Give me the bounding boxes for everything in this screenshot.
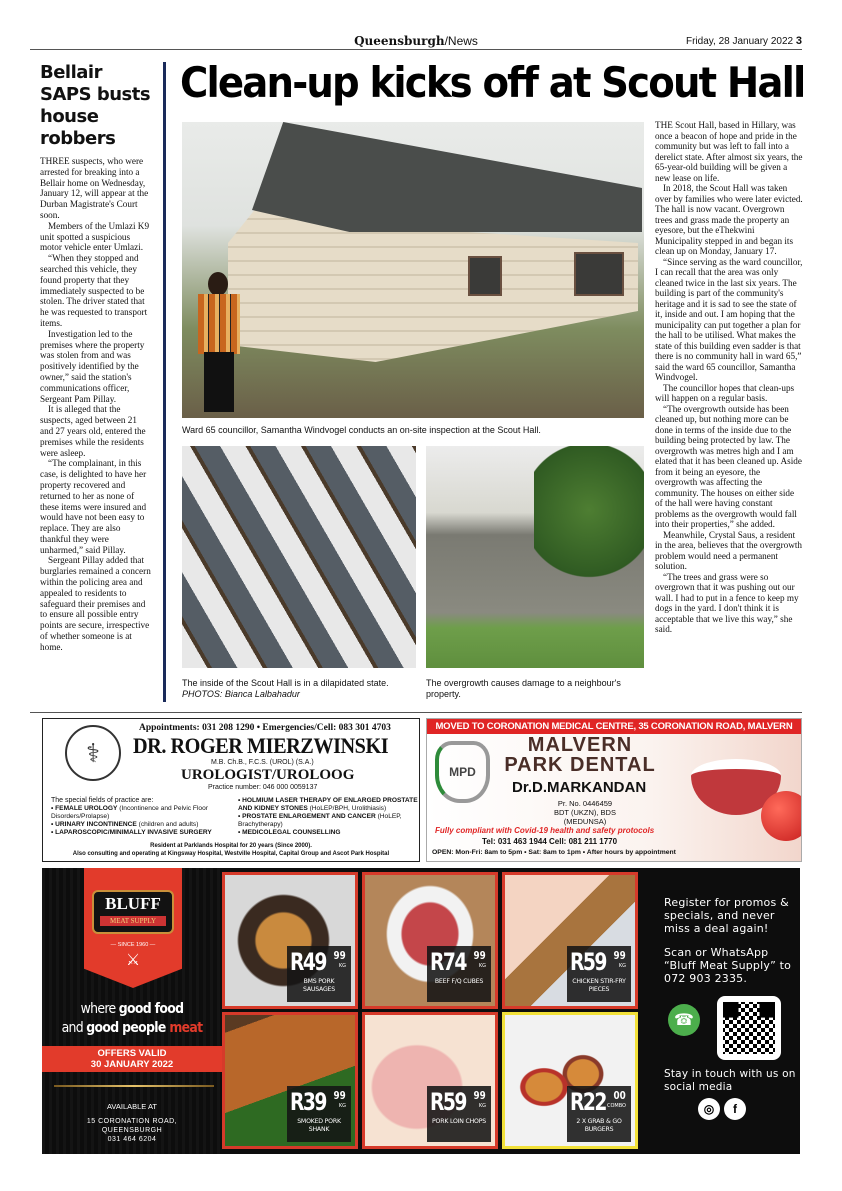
tag-part: where <box>80 1001 119 1017</box>
ad-fields-right <box>238 797 418 837</box>
price-cents: 99 <box>613 949 626 962</box>
ad-qualifications: M.B. Ch.B., F.C.S. (UROL) (S.A.) <box>211 759 314 766</box>
address-line: QUEENSBURGH <box>101 1127 163 1134</box>
ad-dental-phone: Tel: 031 463 1944 Cell: 081 211 1770 <box>482 837 618 846</box>
bluff-logo <box>92 890 174 934</box>
qr-pattern <box>723 1002 775 1054</box>
side-story-headline: Bellair SAPS busts house robbers <box>40 62 151 149</box>
logo-main: BLUFF <box>105 894 161 913</box>
price-unit: KG <box>338 1103 346 1109</box>
main-story-paragraph: The councillor hopes that clean-ups will happen on a regular basis. <box>655 382 795 403</box>
ad-field <box>238 829 418 837</box>
gold-divider <box>54 1085 214 1087</box>
photo-scout-hall-exterior <box>182 122 644 418</box>
product-name: 2 X GRAB & GO BURGERS <box>576 1118 622 1133</box>
ad-dental-doctor: Dr.D.MARKANDAN <box>512 779 647 796</box>
logo-text: MPD <box>449 765 476 779</box>
photo-credit: PHOTOS: Bianca Lalbahadur <box>182 689 300 699</box>
side-story-paragraph: Investigation led to the premises where the property was stolen from and was positively identified by the owner,” said the station's communications officer, Sergeant Pam Pillay. <box>40 328 145 404</box>
product-name: PORK LOIN CHOPS <box>432 1118 486 1125</box>
field-title: PROSTATE ENLARGEMENT AND CANCER <box>242 813 376 820</box>
side-story-paragraph: “The complainant, in this case, is delighted to have her property recovered and returned to her as none of these items were insured and would have not been easy to replace. They are also thankful they were unharmed,” said Pillay. <box>40 458 147 555</box>
price-rand: R22 <box>570 1088 606 1116</box>
brand-line: PARK DENTAL <box>504 754 656 776</box>
main-story-paragraph: Meanwhile, Crystal Saus, a resident in the area, believes that the overgrowth problem would need a permanent solution. <box>655 529 803 571</box>
building-roof <box>252 122 642 232</box>
bluff-whatsapp-text: Scan or WhatsApp “Bluff Meat Supply” to 072 903 2335. <box>664 946 792 985</box>
product-name: BEEF F/Q CUBES <box>434 978 484 985</box>
field-detail: (Incontinence and Pelvic Floor Disorders/Prolapse) <box>51 805 208 820</box>
price-cents: 99 <box>473 1089 486 1102</box>
ad-specialty: UROLOGIST/UROLOOG <box>181 767 355 783</box>
address-line: 15 CORONATION ROAD, <box>86 1118 178 1125</box>
price-unit: KG <box>478 963 486 969</box>
whatsapp-icon[interactable] <box>668 1004 700 1036</box>
column-divider <box>163 62 166 702</box>
product-name: CHICKEN STIR-FRY PIECES <box>572 978 626 993</box>
side-story-paragraph: It is alleged that the suspects, aged between 21 and 27 years old, entered the premises while the residents were asleep. <box>40 404 146 458</box>
ad-dental-brand <box>495 735 665 775</box>
field-title: URINARY INCONTINENCE <box>55 821 137 828</box>
price-cents: 99 <box>473 949 486 962</box>
ad-bluff-meat-supply[interactable] <box>42 868 800 1154</box>
price-tag <box>427 1086 491 1142</box>
field-title: LAPAROSCOPIC/MINIMALLY INVASIVE SURGERY <box>55 829 212 836</box>
price-unit: KG <box>478 1103 486 1109</box>
offer-line: 30 JANUARY 2022 <box>90 1059 174 1070</box>
bluff-offer-validity <box>42 1046 222 1072</box>
main-story-paragraph: “The trees and grass were so overgrown that it was pushing out our wall. I had to put in a fence to keep my dogs in the yard. I don't think it is acceptable that we live this way,” she said. <box>655 571 799 634</box>
main-story-body <box>655 120 803 635</box>
facebook-icon[interactable] <box>724 1098 746 1120</box>
photo-caption-main: Ward 65 councillor, Samantha Windvogel conducts an on-site inspection at the Scout Hall. <box>182 425 541 435</box>
ad-footer <box>43 843 419 858</box>
price-tag <box>567 1086 631 1142</box>
product-tile-pork-shank <box>222 1012 358 1149</box>
price-cents: 99 <box>333 949 346 962</box>
brand-line: MALVERN <box>527 734 633 756</box>
ad-appointments: Appointments: 031 208 1290 • Emergencies/Cell: 083 301 4703 <box>139 723 391 733</box>
main-story-paragraph: THE Scout Hall, based in Hillary, was once a beacon of hope and pride in the community but was left to fall into a derelict state. After almost six years, the 65-year-old building will be given a new lease on life. <box>655 120 803 183</box>
cleaver-icon: ⚔ <box>125 952 141 969</box>
photo-caption-right: The overgrowth causes damage to a neighbour's property. <box>426 678 621 699</box>
price-tag <box>427 946 491 1002</box>
bluff-available-at: AVAILABLE AT <box>106 1102 158 1111</box>
ad-dental-covid-note: Fully compliant with Covid-19 health and safety protocols <box>435 826 655 835</box>
person-head <box>208 272 228 296</box>
degrees: BDT (UKZN), BDS (MEDUNSA) <box>554 808 616 826</box>
instagram-glyph: ◎ <box>703 1102 715 1116</box>
side-story-paragraph: “When they stopped and searched this vehicle, they found property that they immediately suspected to be stolen. The driver stated that he was requested to transport items. <box>40 253 148 328</box>
ad-fields-intro: The special fields of practice are: <box>51 797 154 804</box>
field-detail: (children and adults) <box>136 821 199 828</box>
section-divider <box>30 712 802 713</box>
date-text: Friday, 28 January 2022 <box>685 36 794 47</box>
issue-date <box>686 35 802 47</box>
ad-dental-credentials <box>535 799 635 826</box>
ad-field <box>238 813 418 829</box>
price-rand: R39 <box>290 1088 326 1116</box>
field-title: MEDICOLEGAL COUNSELLING <box>242 829 341 836</box>
bluff-address <box>42 1117 222 1144</box>
page-number: 3 <box>795 35 802 47</box>
product-tile-burgers <box>502 1012 638 1149</box>
product-tile-pork-loin-chops <box>362 1012 498 1149</box>
price-unit: KG <box>338 963 346 969</box>
ad-footer-line: Resident at Parklands Hospital for 20 years (Since 2000). <box>150 843 312 849</box>
practice-number: Pr. No. 0446459 <box>557 799 613 808</box>
tag-part: and <box>61 1020 87 1036</box>
publication-name-bold: Queensburgh <box>354 34 445 48</box>
ad-dental[interactable] <box>426 718 802 862</box>
caduceus-seal-icon: ⚕ <box>65 725 121 781</box>
tree <box>534 446 644 606</box>
instagram-icon[interactable] <box>698 1098 720 1120</box>
product-tile-beef-cubes <box>362 872 498 1009</box>
price-rand: R59 <box>570 948 606 976</box>
bluff-since: — SINCE 1960 — <box>110 942 156 948</box>
person-legs <box>204 352 234 412</box>
price-tag <box>287 1086 351 1142</box>
publication-name-suffix: /News <box>444 34 478 48</box>
field-detail: (HoLEP/BPH, Urolithiasis) <box>307 805 387 812</box>
photo-caption-left <box>182 678 422 700</box>
price-rand: R49 <box>290 948 326 976</box>
side-story <box>40 62 152 653</box>
field-title: FEMALE UROLOGY <box>55 805 118 812</box>
main-story-paragraph: “Since serving as the ward councillor, I can recall that the area was only cleaned twice in the last six years. The building is part of the community's heritage and it is sad to see the state of it, inside and out. I am hoping that the municipality can put together a plan for the hall to be utilised. What makes the state of this building even sadder is that there is no community hall in ward 65,” said the ward 65 councillor, Samantha Windvogel. <box>655 256 803 382</box>
price-unit: KG <box>618 963 626 969</box>
tag-part: good people <box>86 1020 170 1036</box>
main-story-paragraph: In 2018, the Scout Hall was taken over by families who were later evicted. The hall is now vacant. Overgrown trees and grass made the property an eyesore, but the eThekwini Municipality stepped in and began its clean up on Monday, January 17. <box>655 183 803 256</box>
ad-urologist[interactable] <box>42 718 420 862</box>
window <box>468 256 502 296</box>
product-tile-chicken-stir-fry <box>502 872 638 1009</box>
whatsapp-glyph: ☎ <box>674 1012 694 1029</box>
councillor-figure <box>196 272 242 412</box>
bluff-contact-panel <box>662 868 800 1154</box>
qr-code[interactable] <box>717 996 781 1060</box>
window <box>574 252 624 296</box>
tag-part: meat <box>169 1020 203 1036</box>
ad-field <box>238 797 418 813</box>
product-name: BMS PORK SAUSAGES <box>302 978 335 993</box>
ad-dental-banner: MOVED TO CORONATION MEDICAL CENTRE, 35 CORONATION ROAD, MALVERN <box>427 719 801 734</box>
offer-line: OFFERS VALID <box>97 1048 167 1059</box>
ad-dental-hours: OPEN: Mon-Fri: 8am to 5pm • Sat: 8am to 1pm • After hours by appointment <box>432 849 676 856</box>
main-headline: Clean-up kicks off at Scout Hall <box>180 58 805 107</box>
price-cents: 00 <box>613 1089 626 1102</box>
price-rand: R59 <box>430 1088 466 1116</box>
ad-footer-line: Also consulting and operating at Kingsway Hospital, Westville Hospital, Capital Group and Ascot Park Hospital <box>72 850 390 857</box>
facebook-glyph: f <box>733 1102 737 1116</box>
price-cents: 99 <box>333 1089 346 1102</box>
apple-image <box>761 791 802 841</box>
photo-hall-interior-ceiling <box>182 446 416 668</box>
tooth-logo-icon <box>435 741 490 803</box>
price-tag <box>287 946 351 1002</box>
field-detail: (HoLEP, Brachytherapy) <box>238 813 402 828</box>
price-tag <box>567 946 631 1002</box>
bluff-register-text: Register for promos & specials, and never miss a deal again! <box>664 896 789 935</box>
product-name: SMOKED PORK SHANK <box>297 1118 341 1133</box>
bluff-tagline <box>55 1000 210 1038</box>
field-title: HOLMIUM LASER THERAPY OF ENLARGED PROSTATE AND KIDNEY STONES <box>238 797 418 812</box>
address-phone: 031 464 6204 <box>107 1136 157 1143</box>
main-story-paragraph: “The overgrowth outside has been cleaned up, but nothing more can be done in terms of the inside due to the building being protected by law. The overgrowth was metres high and I am elated that it has been cleaned up. Aside from it being an eyesore, the overgrowth was affecting the community. The houses on either side of the hall were having constant problems as the overgrowth would fall into their properties,” she added. <box>655 403 802 529</box>
photo-overgrowth-wall <box>426 446 644 668</box>
ad-field <box>51 821 231 829</box>
ad-field <box>51 829 231 837</box>
side-story-paragraph: Sergeant Pillay added that burglaries remained a concern within the policing area and appealed to residents to safeguard their premises and to ensure all possible entry points are secure, irrespective of whether someone is at home. <box>40 555 151 652</box>
caption-text: The inside of the Scout Hall is in a dilapidated state. <box>182 678 389 688</box>
masthead <box>30 32 802 50</box>
price-rand: R74 <box>430 948 466 976</box>
ad-practice-number: Practice number: 046 000 0059137 <box>208 784 318 791</box>
bluff-social-text: Stay in touch with us on social media <box>664 1068 796 1093</box>
ad-fields-left <box>51 805 231 837</box>
bluff-brand-panel <box>42 868 222 1154</box>
ad-doctor-name: DR. ROGER MIERZWINSKI <box>133 733 389 758</box>
logo-sub: MEAT SUPPLY <box>100 916 166 926</box>
side-story-paragraph: THREE suspects, who were arrested for breaking into a Bellair home on Wednesday, January 12, will appear at the Durban Magistrate's Court soon. <box>40 156 149 220</box>
ad-field <box>51 805 231 821</box>
price-unit: COMBO <box>606 1103 626 1109</box>
product-tile-sausages <box>222 872 358 1009</box>
tag-part: good food <box>118 1001 184 1017</box>
side-story-paragraph: Members of the Umlazi K9 unit spotted a suspicious motor vehicle enter Umlazi. <box>40 220 150 253</box>
person-torso <box>198 294 240 354</box>
